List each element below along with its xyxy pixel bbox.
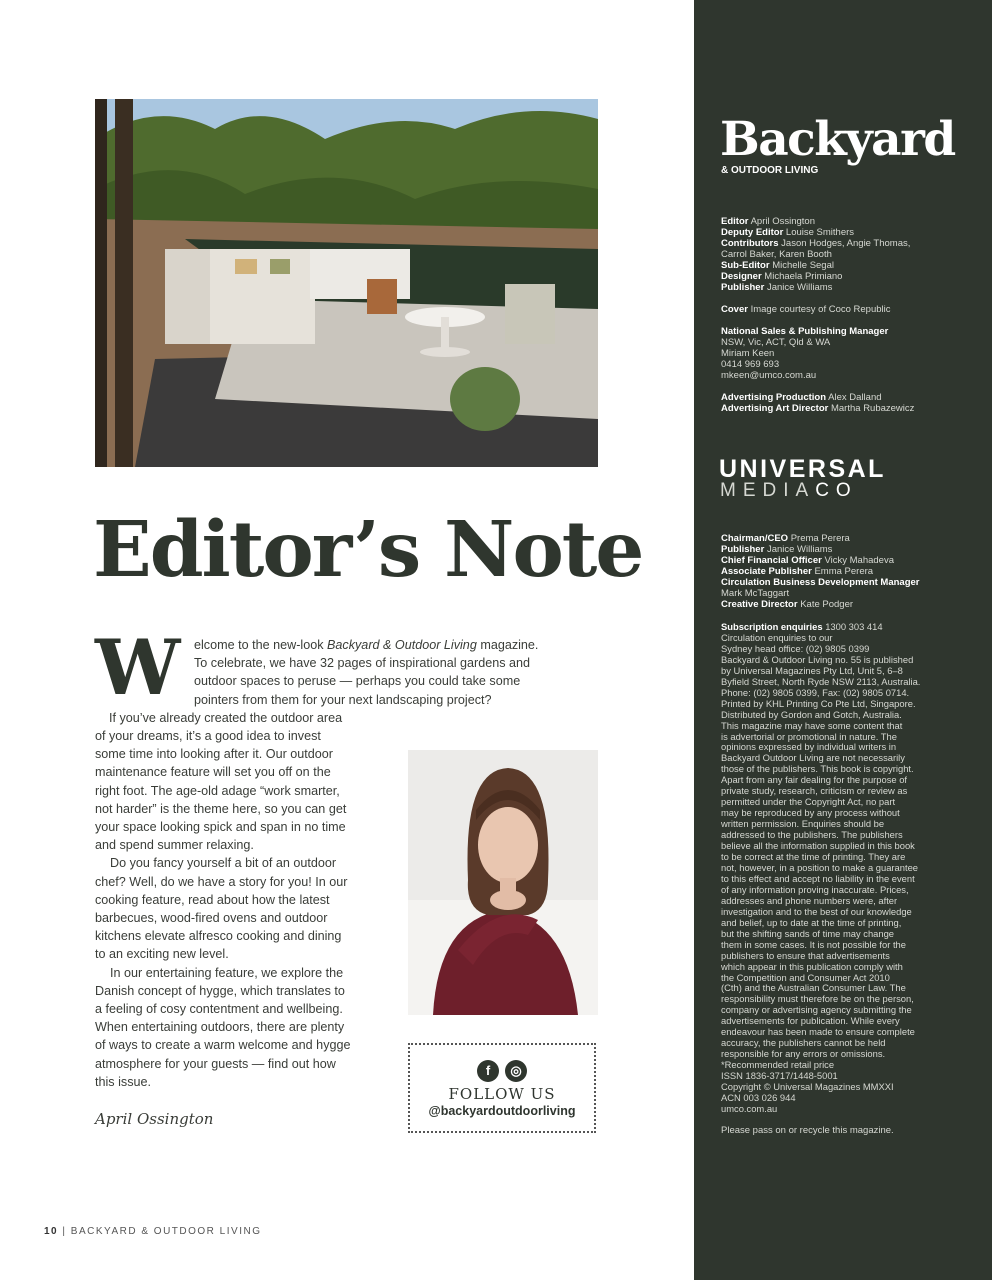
credit-label: Chief Financial Officer (721, 555, 822, 566)
credit-line: 0414 969 693 (721, 359, 780, 370)
publisher-logo-bottom (720, 480, 858, 502)
body-line: of ways to create a warm welcome and hygge (95, 1038, 351, 1053)
intro-line: outdoor spaces to peruse — perhaps you could take some (194, 674, 521, 689)
body-line: a feeling of cosy contentment and wellbeing. (95, 1002, 343, 1017)
credit-label: Creative Director (721, 599, 798, 610)
follow-us-box (408, 1043, 596, 1133)
credit-value: Louise Smithers (785, 227, 855, 238)
legal-line: Copyright © Universal Magazines MMXXI (721, 1081, 894, 1093)
credit-label: Deputy Editor (721, 227, 784, 238)
publication-name: BACKYARD & OUTDOOR LIVING (70, 1226, 262, 1237)
credit-value: Emma Perera (814, 566, 874, 577)
legal-line: by Universal Magazines Pty Ltd, Unit 5, 6–8 (721, 664, 903, 676)
credit-value: Vicky Mahadeva (824, 555, 894, 566)
body-line: chef? Well, do we have a story for you! In our (95, 874, 348, 889)
recycle-note: Please pass on or recycle this magazine. (721, 1125, 894, 1136)
legal-line: Backyard & Outdoor Living no. 55 is published (721, 653, 914, 665)
legal-line: those of the publishers. This book is copyright. (721, 763, 914, 775)
credit-line: Mark McTaggart (721, 588, 790, 599)
legal-line: Distributed by Gordon and Gotch, Australia. (721, 708, 902, 720)
corp-publisher (721, 544, 951, 555)
editor-portrait (408, 750, 598, 1015)
body-line: to an exciting new level. (95, 947, 229, 962)
legal-line: ACN 003 026 944 (721, 1091, 796, 1103)
body-line: In our entertaining feature, we explore the (110, 965, 344, 980)
legal-line: responsibility must therefore be on the person, (721, 993, 914, 1005)
drop-cap: W (95, 623, 181, 712)
credit-value: Prema Perera (790, 533, 850, 544)
body-line: Danish concept of hygge, which translates to (95, 983, 345, 998)
intro-line: To celebrate, we have 32 pages of inspirational gardens and (194, 656, 531, 671)
hero-photo (95, 99, 598, 467)
credit-label: Publisher (721, 544, 765, 555)
intro-line: pointers from them for your next landscaping project? (194, 692, 492, 707)
credit-value: 1300 303 414 (825, 621, 883, 632)
credit-contributors (721, 238, 951, 249)
legal-line: Sydney head office: (02) 9805 0399 (721, 642, 870, 654)
legal-line: is advertorial or promotional in nature. The (721, 730, 897, 742)
legal-line: responsible for any errors or omissions. (721, 1048, 886, 1060)
credit-ad-production (721, 392, 951, 403)
magazine-logo-subtitle: & OUTDOOR LIVING (721, 165, 819, 176)
credit-cover (721, 304, 951, 315)
body-line: and spend summer relaxing. (95, 838, 254, 853)
legal-line: investigation and to the best of our knowledge (721, 905, 912, 917)
legal-line: Apart from any fair dealing for the purpose of (721, 774, 908, 786)
corporate-credits (721, 533, 951, 610)
legal-line: advertisements for publication. While every (721, 1015, 900, 1027)
intro-line (194, 636, 570, 654)
legal-line: opinions expressed by individual writers in (721, 741, 897, 753)
legal-line: addresses and phone numbers were, after (721, 894, 898, 906)
legal-line: (Cth) and the Australian Consumer Law. The (721, 982, 906, 994)
body-line: not harder” is the theme here, so you can get (95, 801, 347, 816)
social-icons (410, 1060, 594, 1082)
follow-us-title: FOLLOW US (448, 1085, 556, 1103)
legal-line: to be correct at the time of printing. They are (721, 851, 906, 863)
instagram-icon[interactable]: ◎ (505, 1060, 527, 1082)
credit-ad-art-director (721, 403, 951, 414)
credit-value: Image courtesy of Coco Republic (750, 304, 891, 315)
body-line: kitchens elevate alfresco cooking and dining (95, 929, 342, 944)
credit-label: Advertising Production (721, 392, 827, 403)
legal-line: ISSN 1836-3717/1448-5001 (721, 1070, 838, 1082)
credit-label: Advertising Art Director (721, 403, 829, 414)
publisher-logo-co: CO (815, 480, 858, 501)
credit-label: Cover (721, 304, 748, 315)
legal-line: This magazine may have some content that (721, 719, 903, 731)
spacer (721, 381, 951, 392)
credit-label: Chairman/CEO (721, 533, 789, 544)
editor-signature: April Ossington (95, 1110, 214, 1128)
body-line: atmosphere for your guests — find out how (95, 1056, 336, 1071)
legal-line: of any information proving inaccurate. Prices, (721, 883, 909, 895)
body-line: maintenance feature will set you off on the (95, 765, 331, 780)
credit-label: Subscription enquiries (721, 621, 823, 632)
credit-designer (721, 271, 951, 282)
magazine-logo: Backyard (720, 112, 955, 167)
body-text (95, 727, 370, 1091)
page-number: 10 (44, 1226, 59, 1237)
credit-line: Miriam Keen (721, 348, 775, 359)
credit-label: Editor (721, 216, 749, 227)
credit-label: Sub-Editor (721, 260, 770, 271)
legal-line: permitted under the Copyright Act, no part (721, 796, 896, 808)
facebook-icon[interactable]: f (477, 1060, 499, 1082)
outdoor-lounge-image (95, 99, 598, 467)
credit-value: Janice Williams (766, 544, 833, 555)
credit-label: Publisher (721, 282, 765, 293)
body-line: this issue. (95, 1074, 151, 1089)
credit-publisher (721, 282, 951, 293)
credit-label: Associate Publisher (721, 566, 812, 577)
intro-text: magazine. (476, 638, 539, 652)
publisher-logo-top: UNIVERSAL (719, 455, 886, 483)
legal-line: company or advertising agency submitting the (721, 1004, 912, 1016)
legal-line: Byfield Street, North Ryde NSW 2113, Australia. (721, 675, 921, 687)
credit-value: Alex Dalland (828, 392, 882, 403)
credit-line: NSW, Vic, ACT, Qld & WA (721, 337, 831, 348)
legal-line: believe all the information supplied in this book (721, 840, 915, 852)
credit-value: Kate Podger (800, 599, 854, 610)
corp-creative-director (721, 599, 951, 610)
legal-line: endeavour has been made to ensure complete (721, 1026, 915, 1038)
corp-associate-publisher (721, 566, 951, 577)
page-title: Editor’s Note (93, 505, 643, 595)
body-line: Do you fancy yourself a bit of an outdoor (110, 856, 337, 871)
legal-line: private study, research, criticism or review as (721, 785, 908, 797)
legal-line: addressed to the publishers. The publishers (721, 829, 903, 841)
intro-paragraph (95, 623, 570, 727)
legal-line: to this effect and accept no liability in the event (721, 872, 915, 884)
legal-line: written permission. Enquiries should be (721, 818, 885, 830)
legal-line: Backyard Outdoor Living are not necessarily (721, 752, 905, 764)
legal-line: *Recommended retail price (721, 1059, 835, 1071)
corp-ceo (721, 533, 951, 544)
credit-contributors-cont: Carrol Baker, Karen Booth (721, 249, 832, 260)
body-line: right foot. The age-old adage “work smarter, (95, 783, 340, 798)
credit-value: Michaela Primiano (764, 271, 843, 282)
legal-line: Circulation enquiries to our (721, 631, 833, 643)
social-handle[interactable]: @backyardoutdoorliving (428, 1104, 576, 1118)
legal-line: publishers to ensure that advertisements (721, 949, 890, 961)
intro-line: If you’ve already created the outdoor area (109, 710, 343, 725)
credit-value: Janice Williams (766, 282, 833, 293)
body-line: cooking feature, read about how the latest (95, 892, 330, 907)
spacer (721, 315, 951, 326)
legal-line: which appear in this publication comply with (721, 960, 903, 972)
credit-label: Designer (721, 271, 762, 282)
website-link[interactable]: umco.com.au (721, 1102, 778, 1114)
credit-sub-editor (721, 260, 951, 271)
credit-email[interactable]: mkeen@umco.com.au (721, 370, 817, 381)
credit-value: Martha Rubazewicz (830, 403, 915, 414)
corp-cfo (721, 555, 951, 566)
legal-line: them in some cases. It is not possible for the (721, 938, 906, 950)
footer-separator: | (62, 1226, 67, 1237)
legal-line: and belief, up to date at the time of printing, (721, 916, 902, 928)
legal-line: the Competition and Consumer Act 2010 (721, 971, 890, 983)
credit-national-sales (721, 326, 951, 337)
spacer (721, 293, 951, 304)
legal-line: Printed by KHL Printing Co Pte Ltd, Singapore. (721, 697, 916, 709)
intro-text: elcome to the new-look (194, 638, 328, 652)
legal-line: accuracy, the publishers cannot be held (721, 1037, 886, 1049)
credit-deputy-editor (721, 227, 951, 238)
editor-photo (408, 750, 598, 1015)
legal-line: not, however, in a position to make a guarantee (721, 861, 919, 873)
publisher-logo-media: MEDIA (720, 480, 816, 501)
legal-line: Phone: (02) 9805 0399, Fax: (02) 9805 0714. (721, 686, 910, 698)
body-line: of your dreams, it’s a good idea to invest (95, 729, 321, 743)
body-line: barbecues, wood-fired ovens and outdoor (95, 911, 328, 926)
credit-label: Contributors (721, 238, 779, 249)
credit-editor (721, 216, 951, 227)
body-line: When entertaining outdoors, there are plenty (95, 1020, 345, 1035)
corp-circulation (721, 577, 951, 588)
magazine-name: Backyard & Outdoor Living (327, 638, 477, 652)
legal-line: but the shifting sands of time may change (721, 927, 895, 939)
body-line: your space looking spick and span in no time (95, 820, 346, 835)
credit-label: Circulation Business Development Manager (721, 577, 920, 588)
credit-value: April Ossington (750, 216, 815, 227)
credit-label: National Sales & Publishing Manager (721, 326, 889, 337)
page-footer (44, 1226, 261, 1237)
credit-value: Jason Hodges, Angie Thomas, (781, 238, 911, 249)
legal-text (721, 622, 953, 1115)
staff-credits (721, 216, 951, 414)
legal-line: may be reproduced by any process without (721, 807, 900, 819)
body-line: some time into looking after it. Our outdoor (95, 747, 333, 762)
credit-value: Michelle Segal (772, 260, 834, 271)
